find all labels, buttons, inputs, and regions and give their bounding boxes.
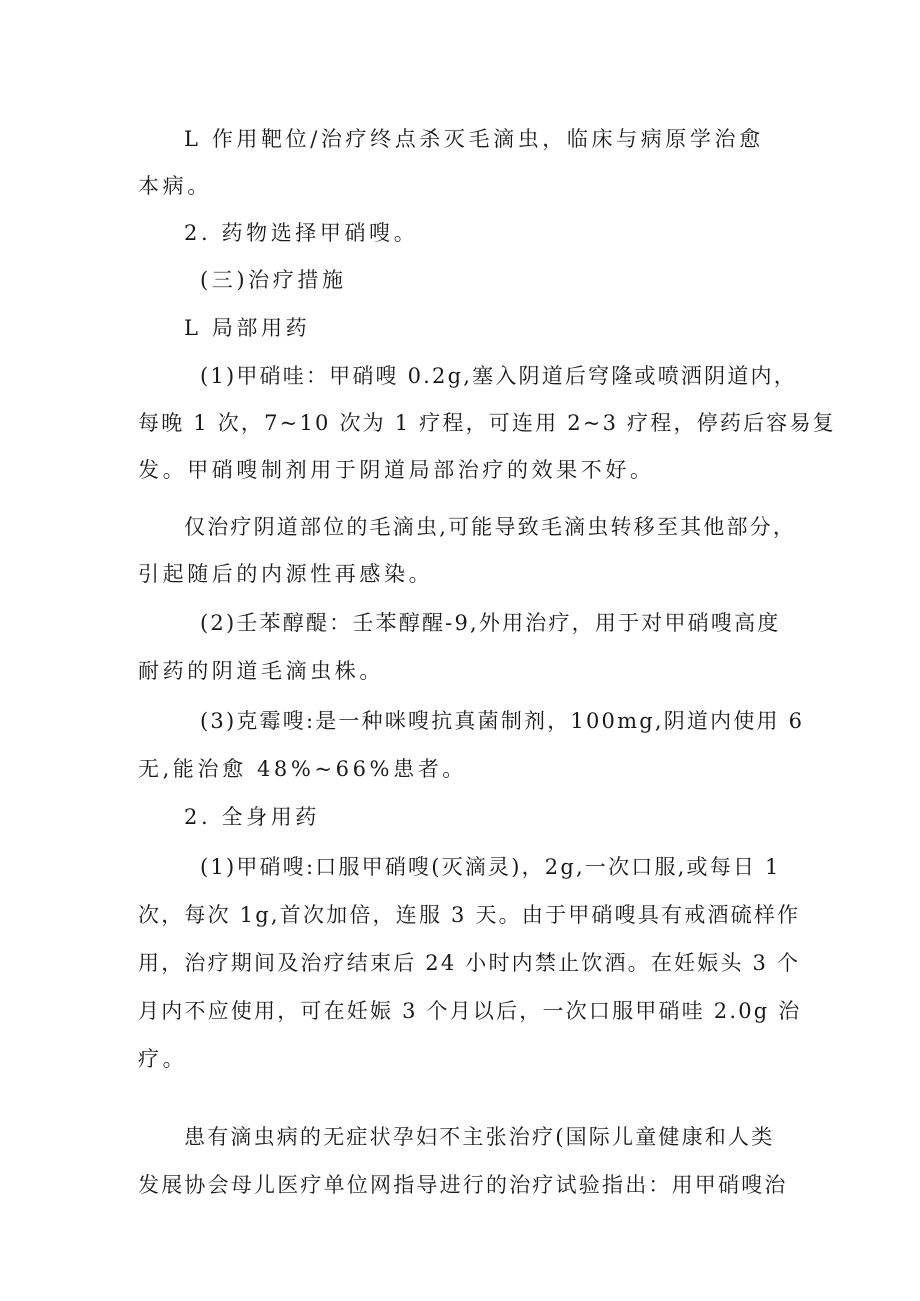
text-line: 耐药的阴道毛滴虫株。 [138,659,384,683]
text-line: L 作用靶位/治疗终点杀灭毛滴虫，临床与病原学治愈 [184,127,764,151]
text-line: 发展协会母儿医疗单位网指导进行的治疗试验指出：用甲硝嗖治 [138,1173,788,1197]
text-line: 发。甲硝嗖制剂用于阴道局部治疗的效果不好。 [138,458,655,482]
text-line: 患有滴虫病的无症状孕妇不主张治疗(国际儿童健康和人类 [184,1125,775,1149]
text-line: 引起随后的内源性再感染。 [138,562,434,586]
text-line: 每晚 1 次，7~10 次为 1 疗程，可连用 2~3 疗程，停药后容易复 [138,411,836,435]
text-line: 无,能治愈 48%~66%患者。 [138,757,467,781]
text-line: (3)克霉嗖:是一种咪嗖抗真菌制剂，100mg,阴道内使用 6 [200,709,805,733]
text-line: (1)甲硝嗖:口服甲硝嗖(灭滴灵)，2g,一次口服,或每日 1 [200,855,781,879]
text-line: 仅治疗阴道部位的毛滴虫,可能导致毛滴虫转移至其他部分， [184,515,797,539]
text-line: (2)壬苯醇醍：壬苯醇醒-9,外用治疗，用于对甲硝嗖高度 [200,611,781,635]
section-heading: 2. 全身用药 [184,805,320,829]
section-heading: L 局部用药 [184,316,311,340]
section-heading: (三)治疗措施 [200,268,347,292]
text-line: 月内不应使用，可在妊娠 3 个月以后，一次口服甲硝哇 2.0g 治 [138,999,802,1023]
section-heading: 2. 药物选择甲硝嗖。 [184,221,419,245]
text-line: 疗。 [138,1047,188,1071]
text-line: 用，治疗期间及治疗结束后 24 小时内禁止饮酒。在妊娠头 3 个 [138,951,801,975]
text-line: 次，每次 1g,首次加倍，连服 3 天。由于甲硝嗖具有戒酒硫样作 [138,903,801,927]
text-line: (1)甲硝哇：甲硝嗖 0.2g,塞入阴道后穹隆或喷洒阴道内， [200,364,797,388]
text-line: 本病。 [138,174,212,198]
